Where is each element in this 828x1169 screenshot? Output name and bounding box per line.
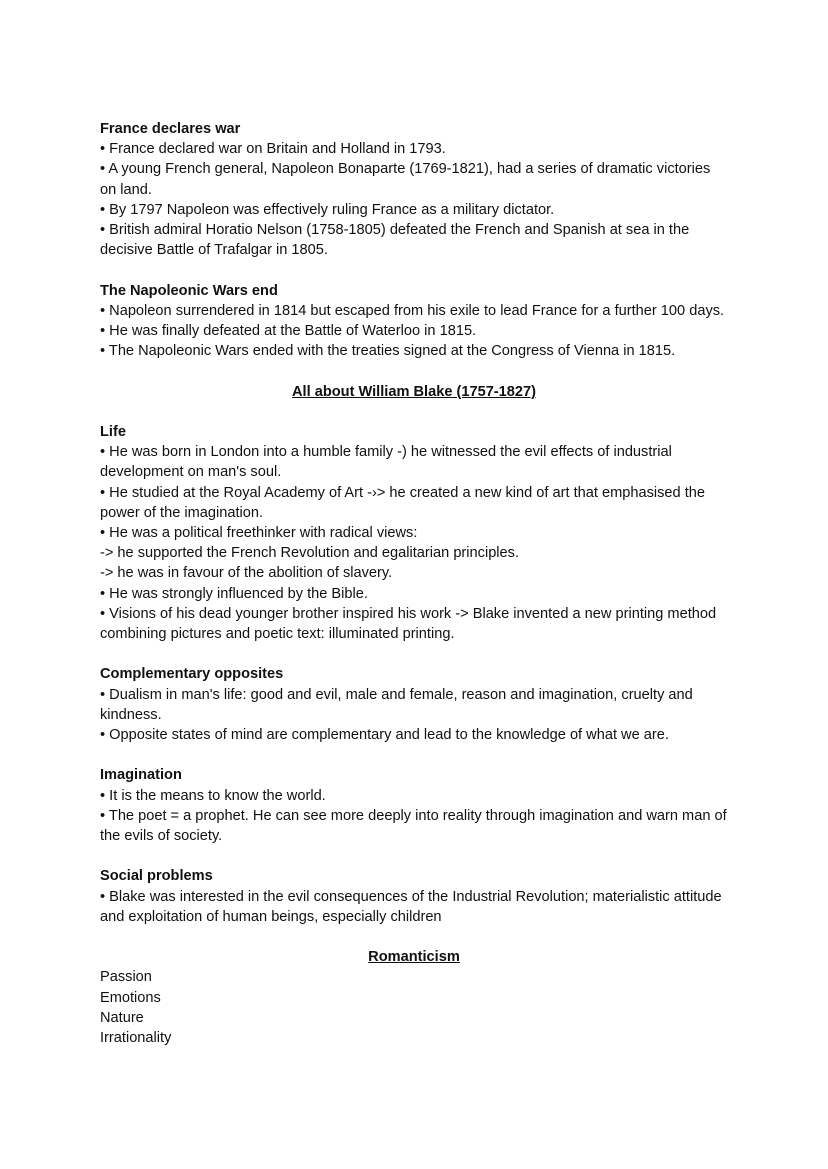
list-item: Nature: [100, 1009, 144, 1026]
list-item: Irrationality: [100, 1030, 172, 1047]
bullet-line: • He was a political freethinker with radical views:: [100, 525, 418, 542]
section-france-declares-war: [100, 119, 728, 260]
bullet-line: • It is the means to know the world.: [100, 787, 326, 804]
bullet-line: • A young French general, Napoleon Bonaparte (1769-1821), had a series of dramatic victories on land.: [100, 161, 711, 198]
spacer: [100, 644, 728, 664]
section-life: [100, 422, 728, 644]
spacer: [100, 402, 728, 422]
section-imagination: [100, 765, 728, 846]
blake-title: All about William Blake (1757-1827): [292, 383, 536, 400]
spacer: [100, 361, 728, 381]
bullet-line: • Blake was interested in the evil consequences of the Industrial Revolution; materialistic attitude and exploitation of human beings, especially children: [100, 888, 722, 925]
bullet-line: • Napoleon surrendered in 1814 but escaped from his exile to lead France for a further 100 days.: [100, 302, 725, 319]
sub-point-line: -> he was in favour of the abolition of slavery.: [100, 565, 393, 582]
bullet-line: • Visions of his dead younger brother inspired his work -> Blake invented a new printing method combining pictures and poetic text: illuminated printing.: [100, 605, 717, 643]
section-heading: Complementary opposites: [100, 666, 284, 683]
bullet-line: • Opposite states of mind are complementary and lead to the knowledge of what we are.: [100, 727, 669, 744]
bullet-line: • British admiral Horatio Nelson (1758-1805) defeated the French and Spanish at sea in the decisive Battle of Trafalgar in 1805.: [100, 222, 690, 259]
bullet-line: • By 1797 Napoleon was effectively ruling France as a military dictator.: [100, 201, 555, 218]
spacer: [100, 846, 728, 866]
bullet-line: • The Napoleonic Wars ended with the treaties signed at the Congress of Vienna in 1815.: [100, 343, 676, 360]
romanticism-list: [100, 967, 728, 1048]
section-social-problems: [100, 866, 728, 927]
bullet-line: • He was strongly influenced by the Bible.: [100, 585, 368, 602]
section-heading: The Napoleonic Wars end: [100, 282, 278, 299]
list-item: Emotions: [100, 989, 161, 1006]
section-heading: France declares war: [100, 121, 241, 137]
bullet-line: • The poet = a prophet. He can see more deeply into reality through imagination and warn man of the evils of society.: [100, 807, 727, 845]
romanticism-title: Romanticism: [368, 949, 460, 966]
section-napoleonic-wars-end: [100, 281, 728, 362]
sub-point-line: -> he supported the French Revolution and egalitarian principles.: [100, 545, 520, 562]
section-heading: Social problems: [100, 868, 213, 885]
list-item: Passion: [100, 969, 152, 986]
bullet-line: • He was finally defeated at the Battle of Waterloo in 1815.: [100, 323, 477, 340]
section-heading: Life: [100, 424, 126, 440]
spacer: [100, 927, 728, 947]
document-page: [100, 119, 728, 1048]
spacer: [100, 745, 728, 765]
bullet-line: • France declared war on Britain and Holland in 1793.: [100, 141, 446, 158]
bullet-line: • Dualism in man's life: good and evil, male and female, reason and imagination, cruelty and kindness.: [100, 686, 693, 723]
bullet-line: • He studied at the Royal Academy of Art -›> he created a new kind of art that emphasised the power of the imagination.: [100, 484, 706, 521]
section-heading: Imagination: [100, 767, 182, 784]
spacer: [100, 260, 728, 280]
section-complementary-opposites: [100, 664, 728, 745]
bullet-line: • He was born in London into a humble family -) he witnessed the evil effects of industrial development on man's soul.: [100, 444, 672, 481]
